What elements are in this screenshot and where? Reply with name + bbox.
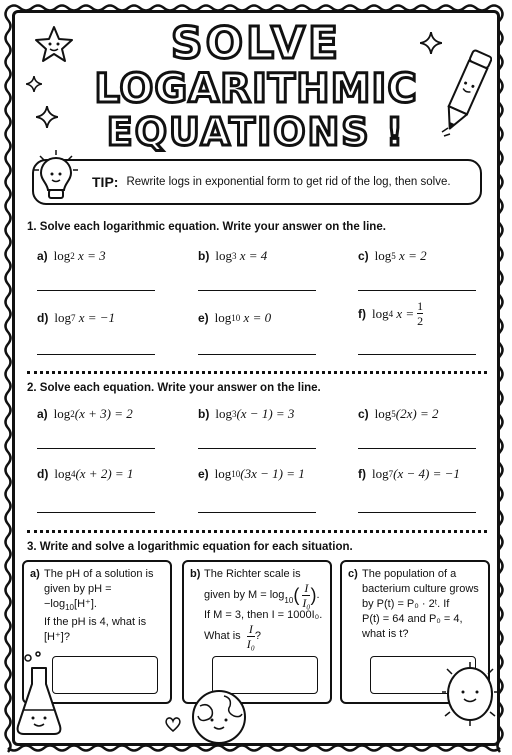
lightbulb-icon [32,148,80,204]
tip-box [32,159,482,205]
answer-line-1b[interactable] [198,290,316,291]
equation-1d: d) log 7 x = −1 [37,310,116,325]
answer-line-2a[interactable] [37,448,155,449]
smiling-flask-icon [14,650,64,740]
equation-2a: a) log 2 (x + 3) = 2 [37,406,133,421]
answer-line-1a[interactable] [37,290,155,291]
equation-1c: c) log 5 x = 2 [358,248,427,263]
equation-1a: a) log 2 x = 3 [37,248,106,263]
smiling-pencil-icon [440,44,492,140]
answer-line-2f[interactable] [358,512,476,513]
smiling-star-icon [34,24,74,64]
answer-line-2d[interactable] [37,512,155,513]
tip-text: Rewrite logs in exponential form to get rid of the log, then solve. [126,176,451,188]
smiling-bacterium-icon [442,660,498,736]
section-divider [27,371,487,374]
word-problem-b: b) The Richter scale is given by M = log $_{10}$ ( $\frac{I}{\text{I₀}}$ ) . If M = 3, then I = 1000I₀. What is $\frac{I}{\text{I₀}}$ ? [182,560,332,704]
equation-2f: f) log 7 (x − 4) = −1 [358,466,460,481]
section-2-heading: 2. Solve each equation. Write your answer on the line. [27,382,321,394]
word-problem-c: c) The population of a bacterium culture grows by P(t) = P₀ · 2ᵗ. If P(t) = 64 and P₀ = 4, what is t? [340,560,490,704]
answer-box-a[interactable] [52,656,158,694]
answer-line-2c[interactable] [358,448,476,449]
sparkle-icon [26,76,42,92]
equation-1e: e) log 10 x = 0 [198,310,272,325]
answer-line-1f[interactable] [358,354,476,355]
title-line-2: LOGARITHMIC [94,66,418,112]
equation-2c: c) log 5 (2x) = 2 [358,406,439,421]
answer-line-2b[interactable] [198,448,316,449]
equation-1f: f) log 4 x = $\frac{1}{2}$ [358,299,424,328]
tip-label: TIP: [92,174,119,190]
equation-2e: e) log 10 (3x − 1) = 1 [198,466,305,481]
answer-line-1e[interactable] [198,354,316,355]
sparkle-icon [36,106,58,128]
title-line-3: EQUATIONS ! [106,110,406,154]
smiling-globe-icon [190,688,248,746]
answer-line-1d[interactable] [37,354,155,355]
section-1-heading: 1. Solve each logarithmic equation. Write your answer on the line. [27,221,386,233]
word-problem-a: a) The pH of a solution is given by pH = $-\log_{10}[H^+]$. If the pH is 4, what is [H⁺]? [22,560,172,704]
sparkle-icon [420,32,442,54]
answer-line-1c[interactable] [358,290,476,291]
heart-icon [164,716,182,732]
answer-line-2e[interactable] [198,512,316,513]
section-divider [27,530,487,533]
title-line-1: SOLVE [170,18,342,69]
equation-2b: b) log 3 (x − 1) = 3 [198,406,295,421]
equation-1b: b) log 3 x = 4 [198,248,268,263]
section-3-heading: 3. Write and solve a logarithmic equation for each situation. [27,541,353,553]
equation-2d: d) log 4 (x + 2) = 1 [37,466,134,481]
